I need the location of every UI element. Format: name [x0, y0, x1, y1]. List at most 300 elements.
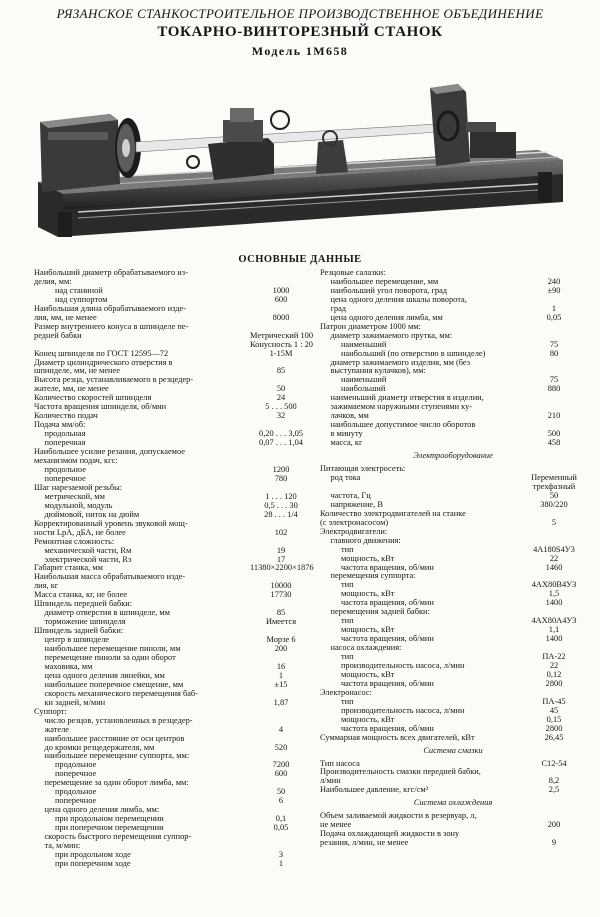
spec-row	[34, 466, 312, 475]
spec-label: мощность, кВт	[320, 670, 395, 679]
spec-value: 17	[276, 554, 286, 564]
spec-label: ности LpA, дБА, не более	[34, 528, 126, 537]
spec-label: Наибольший диаметр обрабатываемого из-	[34, 269, 188, 277]
spec-label: производительность насоса, л/мин	[320, 661, 465, 670]
spec-row	[34, 350, 312, 359]
spec-row	[34, 403, 312, 412]
spec-row	[34, 824, 312, 833]
spec-value: 0,12	[546, 669, 562, 679]
spec-label: наибольшее перемещение пиноли, мм	[34, 645, 181, 654]
spec-label: частота вращения, об/мин	[320, 724, 434, 733]
spec-row	[34, 770, 312, 779]
spec-value: 1,1	[548, 625, 560, 635]
spec-row	[320, 519, 586, 528]
spec-value: 210	[547, 411, 561, 421]
spec-row	[34, 860, 312, 869]
spec-row	[320, 421, 586, 430]
spec-row	[320, 501, 586, 510]
spec-value: ±15	[274, 679, 288, 689]
spec-label: Количество подач	[34, 412, 98, 421]
spec-row	[320, 269, 586, 278]
spec-label: Наибольшее усилие резания, допускаемое	[34, 448, 185, 457]
spec-value: 50	[549, 490, 559, 500]
spec-row	[34, 448, 312, 457]
spec-value: 85	[276, 608, 286, 618]
spec-label: Питающая электросеть:	[320, 465, 406, 474]
spec-value: 7200	[272, 760, 290, 770]
spec-row	[320, 760, 586, 769]
spec-label: л/мин	[320, 777, 341, 786]
spec-label: наибольший (по отверстию в шпинделе)	[320, 349, 486, 358]
spec-row	[34, 708, 312, 717]
spec-value: 5 . . . 500	[265, 402, 297, 412]
spec-value: 75	[549, 375, 559, 385]
spec-label: мощность, кВт	[320, 715, 395, 724]
spec-label: напряжение, В	[320, 500, 383, 509]
spec-value: 28 . . . 1/4	[264, 509, 298, 519]
spec-label: при поперечном перемещении	[34, 824, 164, 833]
spec-row	[320, 385, 586, 394]
spec-label: наибольшее допустимое число оборотов	[320, 421, 476, 430]
spec-label: Шпиндель передней бабки:	[34, 600, 133, 609]
spec-row	[34, 376, 312, 385]
spec-value: 0,20 . . . 3,05	[259, 429, 303, 439]
spec-label: цена одного деления лимба, мм:	[34, 806, 160, 815]
spec-label: наибольший угол поворота, град	[320, 286, 448, 295]
spec-row	[34, 511, 312, 520]
spec-label: выступания кулачков), мм:	[320, 367, 426, 376]
spec-row	[34, 717, 312, 726]
spec-row	[34, 654, 312, 663]
spec-row	[34, 314, 312, 323]
spec-label: Тип насоса	[320, 759, 360, 768]
spec-row	[320, 483, 586, 492]
spec-label: электрической части, Rэ	[34, 555, 132, 564]
spec-label: Подача мм/об:	[34, 421, 86, 430]
spec-value: 0,1	[275, 814, 287, 824]
spec-label: продольное	[34, 761, 97, 770]
spec-label: поперечное	[34, 770, 97, 779]
spec-group-electro	[320, 465, 586, 743]
spec-label: над станиной	[34, 286, 103, 295]
spec-label: Подача охлаждающей жидкости в зону	[320, 830, 460, 839]
spec-row	[34, 815, 312, 824]
spec-group-cooling	[320, 812, 586, 848]
spec-label: наибольшее поперечное смещение, мм	[34, 680, 184, 689]
spec-row	[34, 412, 312, 421]
spec-row	[34, 735, 312, 744]
spec-label: насоса охлаждения:	[320, 644, 402, 653]
spec-label: род тока	[320, 473, 361, 482]
spec-row	[34, 744, 312, 753]
spec-label: частота, Гц	[320, 491, 371, 500]
spec-value: 4А180S4У3	[533, 544, 575, 554]
organization-heading: РЯЗАНСКОЕ СТАНКОСТРОИТЕЛЬНОЕ ПРОИЗВОДСТВЕННОЕ ОБЪЕДИНЕНИЕ	[56, 6, 544, 21]
spec-row	[320, 830, 586, 839]
spec-value: 22	[549, 660, 559, 670]
spec-label: продольная	[34, 430, 86, 439]
subtitle-lubrication: Система смазки	[423, 745, 483, 755]
spec-label: Габарит станка, мм	[34, 564, 103, 573]
spec-label: наибольший	[320, 385, 386, 394]
spec-label: жателе, мм, не менее	[34, 385, 109, 394]
spec-label: главного движения:	[320, 536, 401, 545]
spec-label: Корректированный уровень звуковой мощ-	[34, 519, 188, 528]
spec-row	[320, 581, 586, 590]
spec-value: 1	[278, 858, 284, 868]
spec-row	[320, 412, 586, 421]
spec-row	[320, 367, 586, 376]
spec-row	[320, 546, 586, 555]
spec-row	[320, 812, 586, 821]
spec-row	[320, 617, 586, 626]
spec-value: 2800	[545, 723, 563, 733]
spec-label: ки задней, м/мин	[34, 698, 106, 707]
spec-row	[320, 394, 586, 403]
spec-row	[320, 296, 586, 305]
spec-label: скорость механического перемещения баб-	[34, 689, 198, 698]
spec-value: 85	[276, 366, 286, 376]
spec-row	[320, 839, 586, 848]
document-title: ТОКАРНО-ВИНТОРЕЗНЫЙ СТАНОК	[157, 24, 443, 40]
spec-value: 5	[551, 517, 557, 527]
spec-row	[320, 359, 586, 368]
right-spec-column	[320, 269, 586, 848]
spec-label: Шаг нарезаемой резьбы:	[34, 483, 123, 492]
subtitle-cooling: Система охлаждения	[413, 798, 493, 808]
spec-label: механической части, Rм	[34, 546, 132, 555]
spec-value: трехфазный	[532, 481, 576, 491]
spec-label: мощность, кВт	[320, 626, 395, 635]
section-title: ОСНОВНЫЕ ДАННЫЕ	[238, 254, 362, 265]
spec-label: цена одного деления лимба, мм	[320, 313, 443, 322]
spec-label: продольное	[34, 465, 86, 474]
spec-group-slides-chuck	[320, 269, 586, 448]
spec-label: Электронасос:	[320, 688, 372, 697]
spec-value: 8,2	[548, 776, 560, 786]
spec-value: 520	[274, 742, 288, 752]
spec-label: Диаметр цилиндрического отверстия в	[34, 358, 173, 367]
spec-value: 780	[274, 473, 288, 483]
spec-row	[34, 663, 312, 672]
spec-value: ПА-22	[542, 652, 566, 662]
spec-value: 458	[547, 438, 561, 448]
spec-label: продольное	[34, 788, 97, 797]
spec-row	[34, 761, 312, 770]
spec-row	[320, 341, 586, 350]
spec-row	[34, 269, 312, 278]
spec-label: поперечное	[34, 797, 97, 806]
spec-row	[320, 635, 586, 644]
left-spec-column	[34, 269, 312, 869]
spec-label: мощность, кВт	[320, 590, 395, 599]
spec-row	[320, 510, 586, 519]
spec-label: лия, кг	[34, 582, 59, 591]
spec-label: при продольном перемещении	[34, 815, 164, 824]
spec-row	[34, 645, 312, 654]
spec-value: 1000	[272, 285, 290, 295]
spec-row	[34, 385, 312, 394]
spec-label: Наибольшее давление, кгс/см²	[320, 786, 429, 795]
spec-row	[320, 403, 586, 412]
spec-label: Суппорт:	[34, 707, 67, 716]
spec-value: 500	[547, 429, 561, 439]
spec-label: маховика, мм	[34, 662, 93, 671]
spec-row	[34, 367, 312, 376]
spec-row	[320, 653, 586, 662]
spec-label: производительность насоса, л/мин	[320, 706, 465, 715]
spec-label: Количество электродвигателей на станке	[320, 509, 466, 518]
spec-value: 2800	[545, 678, 563, 688]
spec-label: делия, мм:	[34, 277, 72, 286]
spec-label: жателе	[34, 725, 70, 734]
spec-label: Ремонтная сложность:	[34, 537, 115, 546]
spec-label: перемещения суппорта:	[320, 572, 416, 581]
spec-label: тип	[320, 617, 354, 626]
spec-value: 1	[551, 303, 557, 313]
spec-value: ±90	[547, 285, 561, 295]
spec-row	[34, 842, 312, 851]
spec-value: 9	[551, 838, 557, 848]
spec-label: не менее	[320, 821, 352, 830]
spec-label: частота вращения, об/мин	[320, 635, 434, 644]
subtitle-electro: Электрооборудование	[413, 451, 493, 461]
spec-row	[34, 529, 312, 538]
spec-label: град	[320, 304, 347, 313]
spec-label: та, м/мин:	[34, 842, 81, 850]
spec-label: центр в шпинделе	[34, 636, 110, 645]
spec-label: Частота вращения шпинделя, об/мин	[34, 403, 167, 412]
spec-label: мощность, кВт	[320, 554, 395, 563]
spec-row	[34, 752, 312, 761]
spec-label: Объем заливаемой жидкости в резервуар, л,	[320, 812, 477, 821]
spec-row	[320, 734, 586, 743]
spec-row	[320, 564, 586, 573]
spec-label: зажимаемом наружными ступенями ку-	[320, 403, 473, 412]
spec-label: в минуту	[320, 430, 363, 439]
spec-row	[34, 475, 312, 484]
lathe-photo	[18, 62, 583, 242]
spec-value: 26,45	[544, 732, 564, 742]
spec-value: 880	[547, 384, 561, 394]
spec-value: 1,87	[273, 697, 289, 707]
spec-label: Шпиндель задней бабки:	[34, 627, 124, 636]
spec-value: 200	[274, 644, 288, 654]
spec-value: 0,15	[546, 714, 562, 724]
spec-value: 10000	[270, 581, 292, 591]
spec-label: перемещение за один оборот лимба, мм:	[34, 779, 189, 788]
spec-label: число резцов, установленных в резцедер-	[34, 716, 193, 725]
spec-value: 1460	[545, 562, 563, 572]
spec-row	[34, 788, 312, 797]
spec-label: над суппортом	[34, 295, 108, 304]
spec-row	[34, 636, 312, 645]
spec-row	[320, 430, 586, 439]
spec-label: наименьший	[320, 376, 387, 385]
spec-label: метрической, мм	[34, 492, 105, 501]
spec-label: (с электронасосом)	[320, 518, 389, 527]
spec-label: перемещение пиноли за один оборот	[34, 653, 176, 662]
spec-row	[320, 287, 586, 296]
spec-value: 1,5	[548, 589, 560, 599]
spec-row	[34, 699, 312, 708]
spec-row	[320, 768, 586, 777]
spec-value: 0,05	[273, 823, 289, 833]
spec-row	[320, 314, 586, 323]
spec-row	[34, 591, 312, 600]
spec-value: 50	[276, 787, 286, 797]
spec-label: поперечное	[34, 474, 86, 483]
spec-row	[34, 690, 312, 699]
spec-row	[34, 564, 312, 573]
spec-row	[320, 777, 586, 786]
spec-value: Конусность 1 : 20	[250, 339, 313, 349]
spec-label: перемещения задней бабки:	[320, 608, 430, 617]
spec-label: масса, кг	[320, 439, 363, 448]
spec-label: диаметр зажимаемого прутка, мм:	[320, 331, 453, 340]
spec-group-lubrication	[320, 760, 586, 796]
spec-label: тип	[320, 697, 354, 706]
spec-value: 0,05	[546, 312, 562, 322]
spec-row	[34, 520, 312, 529]
spec-label: шпинделе, мм, не менее	[34, 367, 120, 376]
spec-value: 50	[276, 384, 286, 394]
spec-label: Резцовые салазки:	[320, 269, 386, 277]
spec-row	[34, 359, 312, 368]
spec-value: Морзе 6	[266, 635, 296, 645]
spec-value: Переменный	[531, 472, 577, 482]
spec-label: цена одного деления шкалы поворота,	[320, 295, 467, 304]
spec-value: 1400	[545, 598, 563, 608]
spec-value: 600	[274, 294, 288, 304]
spec-label: цена одного деления линейки, мм	[34, 671, 165, 680]
spec-value: 1400	[545, 634, 563, 644]
spec-value: Имеется	[265, 617, 297, 627]
spec-value: 4АХ80А4У3	[531, 616, 577, 626]
spec-row	[34, 618, 312, 627]
spec-value: 2,5	[548, 785, 560, 795]
spec-value: 4АХ80В4У3	[531, 580, 577, 590]
spec-value: 200	[547, 820, 561, 830]
spec-label: механизмом подач, кгс:	[34, 457, 118, 466]
spec-row	[320, 599, 586, 608]
spec-row	[320, 786, 586, 795]
spec-value: 11380×2200×1876	[250, 563, 314, 573]
spec-row	[320, 821, 586, 830]
spec-value: 17730	[270, 590, 292, 600]
spec-row	[34, 439, 312, 448]
spec-row	[34, 833, 312, 842]
spec-label: Производительность смазки передней бабки,	[320, 768, 481, 777]
spec-label: Масса станка, кг, не более	[34, 591, 128, 600]
spec-row	[34, 672, 312, 681]
spec-row	[34, 726, 312, 735]
spec-value: 75	[549, 339, 559, 349]
spec-value: 240	[547, 276, 561, 286]
spec-label: при поперечном ходе	[34, 859, 131, 868]
spec-row	[34, 851, 312, 860]
spec-value: 0,07 . . . 1,04	[259, 438, 303, 448]
spec-row	[34, 278, 312, 287]
spec-value: 24	[276, 393, 286, 403]
spec-row	[320, 332, 586, 341]
spec-label: Высота резца, устанавливаемого в резцедер-	[34, 376, 194, 385]
spec-label: лачков, мм	[320, 412, 369, 421]
spec-label: наибольшее расстояние от оси центров	[34, 734, 185, 743]
spec-value: 32	[276, 411, 286, 421]
spec-label: Электродвигатели:	[320, 527, 388, 536]
spec-label: модульной, модуль	[34, 501, 113, 510]
spec-label: Наибольшая длина обрабатываемого изде-	[34, 304, 186, 313]
spec-row	[320, 376, 586, 385]
spec-label: Конец шпинделя по ГОСТ 12595—72	[34, 349, 169, 358]
spec-row	[320, 278, 586, 287]
spec-value: С12-54	[541, 758, 567, 768]
spec-value: 1	[278, 670, 284, 680]
spec-label: диаметр отверстия в шпинделе, мм	[34, 609, 170, 618]
spec-label: Количество скоростей шпинделя	[34, 394, 152, 403]
spec-label: диаметр зажимаемого изделия, мм (без	[320, 358, 471, 367]
spec-label: Патрон диаметром 1000 мм:	[320, 322, 421, 331]
spec-label: скорость быстрого перемещения суппор-	[34, 833, 192, 842]
spec-label: наибольшее перемещение суппорта, мм:	[34, 752, 190, 761]
spec-row	[34, 806, 312, 815]
spec-value: 16	[276, 661, 286, 671]
spec-label: частота вращения, об/мин	[320, 679, 434, 688]
model-label: Модель 1М658	[251, 44, 349, 58]
spec-row	[34, 457, 312, 466]
spec-label: наибольшее перемещение, мм	[320, 277, 439, 286]
spec-label: наименьший диаметр отверстия в изделии,	[320, 394, 484, 403]
spec-label: наименьший	[320, 340, 387, 349]
spec-row	[34, 600, 312, 609]
spec-value: 1 . . . 120	[265, 491, 297, 501]
spec-row	[34, 779, 312, 788]
spec-value: 0,5 . . . 30	[264, 500, 298, 510]
spec-value: 102	[274, 527, 288, 537]
spec-value: Метрический 100	[250, 330, 314, 340]
spec-row	[320, 680, 586, 689]
spec-row	[320, 323, 586, 332]
spec-row	[34, 538, 312, 547]
spec-value: 80	[549, 348, 559, 358]
spec-row	[320, 439, 586, 448]
spec-value: 6	[278, 796, 284, 806]
spec-value: ПА-45	[542, 696, 566, 706]
spec-label: лия, мм, не менее	[34, 313, 97, 322]
spec-value: 45	[549, 705, 559, 715]
spec-value: 600	[274, 769, 288, 779]
spec-row	[320, 528, 586, 537]
spec-label: торможение шпинделя	[34, 618, 126, 627]
spec-value: 4	[278, 724, 284, 734]
spec-row	[34, 547, 312, 556]
spec-value: 1200	[272, 464, 290, 474]
spec-row	[34, 797, 312, 806]
spec-row	[320, 350, 586, 359]
spec-label: резания, л/мин, не менее	[320, 839, 409, 848]
spec-label: тип	[320, 581, 354, 590]
spec-label: частота вращения, об/мин	[320, 563, 434, 572]
spec-row	[34, 305, 312, 314]
spec-value: 22	[549, 553, 559, 563]
spec-label: при продольном ходе	[34, 850, 131, 859]
spec-row	[34, 681, 312, 690]
spec-value: 19	[276, 545, 286, 555]
spec-label: тип	[320, 545, 354, 554]
spec-value: 1-15М	[269, 348, 293, 358]
spec-label: дюймовой, ниток на дюйм	[34, 510, 140, 519]
